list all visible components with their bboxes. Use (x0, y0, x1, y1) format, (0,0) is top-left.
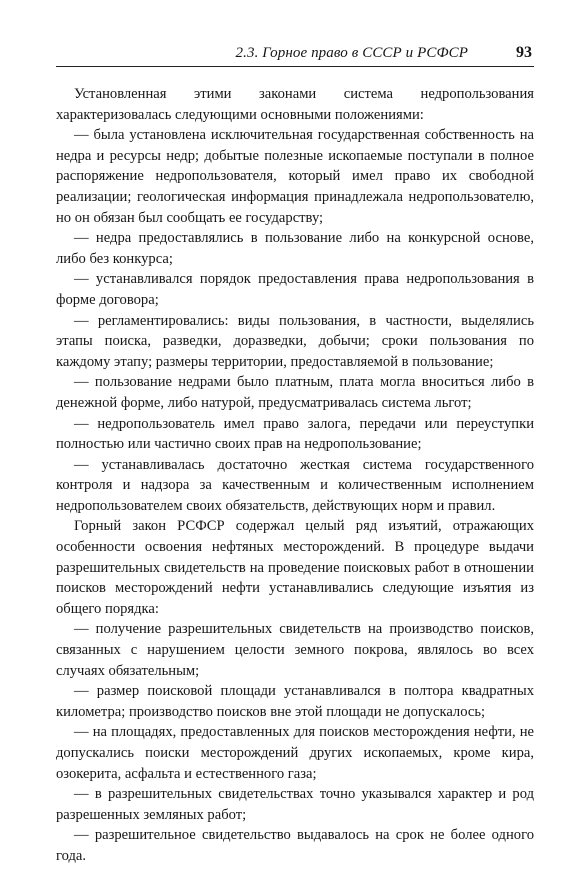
paragraph: — пользование недрами было платным, плата могла вноситься либо в денежной форме, либо натурой, предусматривалась система льгот; (56, 374, 534, 411)
body-text (56, 84, 534, 867)
paragraph: — устанавливалась достаточно жесткая система государственного контроля и надзора за качественным и количественным исполнением недропользователем своих обязательств, действующих норм и правил. (56, 456, 534, 514)
paragraph: — регламентировались: виды пользования, в частности, выделялись этапы поиска, разведки, доразведки, добычи; сроки пользования по каждому этапу; размеры территории, предоставляемой в пользование; (56, 312, 534, 370)
running-title: 2.3. Горное право в СССР и РСФСР (235, 45, 468, 61)
paragraph: — в разрешительных свидетельствах точно указывался характер и род разрешенных земляных работ; (56, 786, 534, 823)
page-number: 93 (516, 44, 532, 61)
paragraph: — устанавливался порядок предоставления права недропользования в форме договора; (56, 271, 534, 308)
paragraph: Установленная этими законами система недропользования характеризовалась следующими основными положениями: (56, 86, 534, 123)
paragraph: — получение разрешительных свидетельств на производство поисков, связанных с нарушением целости земного покрова, являлось во всех случаях обязательным; (56, 621, 534, 679)
paragraph: — на площадях, предоставленных для поисков месторождения нефти, не допускались поиски месторождений других ископаемых, кроме кира, озокерита, асфальта и естественного газа; (56, 724, 534, 782)
paragraph: — недра предоставлялись в пользование либо на конкурсной основе, либо без конкурса; (56, 230, 534, 267)
paragraph: — была установлена исключительная государственная собственность на недра и ресурсы недр; добытые полезные ископаемые поступали в полное распоряжение недропользователя, который имел право их свободной реализации; геологическая информация принадлежала недропользователю, но он обязан был сообщать ее государству; (56, 127, 534, 226)
paragraph: — недропользователь имел право залога, передачи или переуступки полностью или частично своих прав на недропользование; (56, 415, 534, 453)
running-header (56, 40, 534, 67)
paragraph: Горный закон РСФСР содержал целый ряд изъятий, отражающих особенности освоения нефтяных месторождений. В процедуре выдачи разрешительных свидетельств на проведение поисковых работ в отношении поисков месторождений нефти устанавливались следующие изъятия из общего порядка: (56, 518, 534, 617)
paragraph: — размер поисковой площади устанавливался в полтора квадратных километра; производство поисков вне этой площади не допускалось; (56, 683, 534, 720)
paragraph: — разрешительное свидетельство выдавалось на срок не более одного года. (56, 827, 534, 864)
